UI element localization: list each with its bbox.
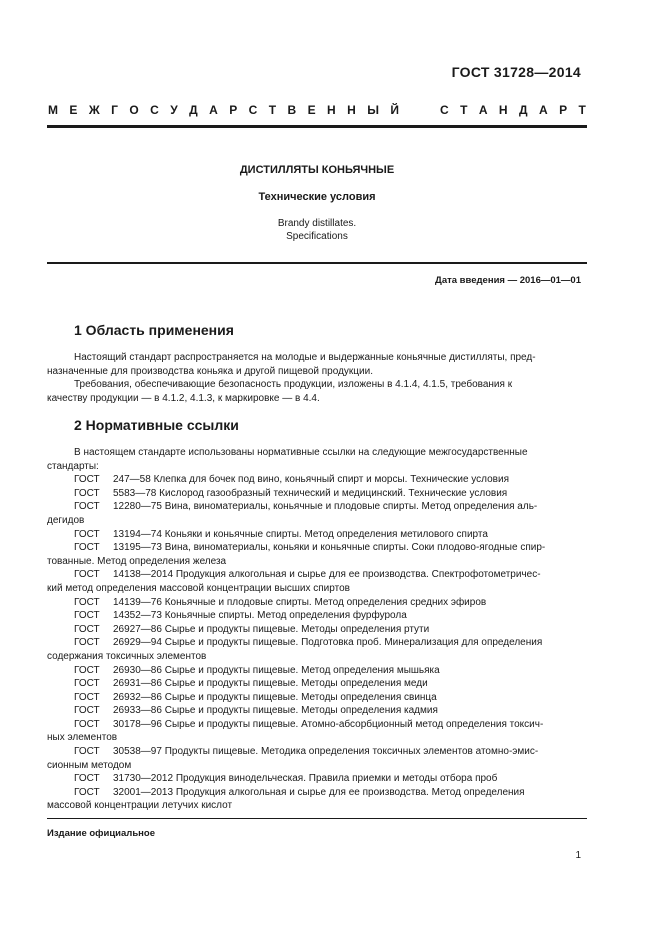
reference-title <box>113 636 587 650</box>
reference-item <box>47 718 587 732</box>
reference-prefix: ГОСТ <box>74 487 100 499</box>
page-number: 1 <box>575 850 581 861</box>
reference-label <box>47 718 113 732</box>
reference-text: Продукция алкогольная и сырье для ее производства. Метод определения <box>175 786 525 798</box>
banner-letter: Ы <box>367 103 379 117</box>
reference-item <box>47 786 587 800</box>
reference-title <box>113 568 587 582</box>
reference-item <box>47 691 587 705</box>
banner-letter: А <box>478 103 488 117</box>
section-1-heading: 1 Область применения <box>74 322 234 338</box>
reference-text: Вина, виноматериалы, коньяки и коньячные спирты. Соки плодово-ягодные спир- <box>164 542 546 554</box>
reference-title <box>113 677 587 691</box>
reference-continuation: дегидов <box>47 514 85 526</box>
section-1-para-1-line-2: назначенные для производства коньяка и другой пищевой продукции. <box>47 365 373 377</box>
reference-code: 26929—94 <box>113 637 162 649</box>
reference-continuation: ных элементов <box>47 732 118 744</box>
reference-item <box>47 528 587 542</box>
reference-prefix: ГОСТ <box>74 718 100 730</box>
reference-text: Коньячные и плодовые спирты. Метод определения средних эфиров <box>164 596 487 608</box>
reference-item <box>47 772 587 786</box>
banner-letter: С <box>150 103 159 117</box>
reference-text: Сырье и продукты пищевые. Подготовка проб. Минерализация для определения <box>164 637 543 649</box>
reference-prefix: ГОСТ <box>74 474 100 486</box>
reference-text: Коньяки и коньячные спирты. Метод определения метилового спирта <box>164 528 488 540</box>
section-1-para-2-line-1: Требования, обеспечивающие безопасность продукции, изложены в 4.1.4, 4.1.5, требования к <box>74 379 513 391</box>
reference-label <box>47 596 113 610</box>
reference-code: 12280—75 <box>113 501 162 513</box>
reference-title <box>113 596 587 610</box>
reference-title <box>113 691 587 705</box>
reference-title <box>113 704 587 718</box>
reference-code: 5583—78 <box>113 487 157 499</box>
banner-letter: В <box>287 103 297 117</box>
english-title-line-1: Brandy distillates. <box>277 218 357 229</box>
reference-code: 26930—86 <box>113 664 162 676</box>
reference-item <box>47 473 587 487</box>
reference-item <box>47 541 587 555</box>
footer-rule <box>47 818 587 819</box>
standard-code: ГОСТ 31728—2014 <box>451 64 581 80</box>
section-2-intro-line-2: стандарты: <box>47 460 99 472</box>
reference-label <box>47 786 113 800</box>
section-2-intro-line-1: В настоящем стандарте использованы нормативные ссылки на следующие межгосударственные <box>74 447 528 458</box>
reference-code: 14138—2014 <box>113 569 174 581</box>
reference-text: Клепка для бочек под вино, коньячный спирт и морсы. Технические условия <box>153 474 509 486</box>
reference-text: Коньячные спирты. Метод определения фурфурола <box>164 610 407 622</box>
reference-code: 30178—96 <box>113 718 162 730</box>
reference-label <box>47 500 113 514</box>
reference-code: 32001—2013 <box>113 786 174 798</box>
interstate-standard-banner <box>48 102 586 118</box>
edition-label: Издание официальное <box>47 828 155 839</box>
reference-title <box>113 786 587 800</box>
banner-letter: О <box>129 103 139 117</box>
reference-prefix: ГОСТ <box>74 542 100 554</box>
reference-text: Сырье и продукты пищевые. Методы определения кадмия <box>164 705 438 717</box>
reference-prefix: ГОСТ <box>74 637 100 649</box>
document-subtitle: Технические условия <box>258 191 376 203</box>
reference-prefix: ГОСТ <box>74 746 100 758</box>
reference-code: 13195—73 <box>113 542 162 554</box>
reference-prefix: ГОСТ <box>74 786 100 798</box>
reference-prefix: ГОСТ <box>74 773 100 785</box>
reference-text: Сырье и продукты пищевые. Методы определения меди <box>164 678 428 690</box>
banner-letter: С <box>248 103 258 117</box>
reference-title <box>113 745 587 759</box>
banner-letter: С <box>439 103 449 117</box>
section-2-heading: 2 Нормативные ссылки <box>74 417 239 433</box>
banner-letter: Е <box>307 103 316 117</box>
reference-prefix: ГОСТ <box>74 664 100 676</box>
reference-label <box>47 691 113 705</box>
reference-code: 30538—97 <box>113 746 162 758</box>
reference-title <box>113 609 587 623</box>
banner-letter: У <box>170 103 178 117</box>
document-title: ДИСТИЛЛЯТЫ КОНЬЯЧНЫЕ <box>239 164 395 176</box>
reference-title <box>113 718 587 732</box>
reference-text: Кислород газообразный технический и медицинский. Технические условия <box>159 487 508 499</box>
banner-letter: Е <box>69 103 78 117</box>
reference-text: Продукты пищевые. Методика определения токсичных элементов атомно-эмис- <box>164 746 539 758</box>
title-rule <box>47 262 587 264</box>
reference-item <box>47 636 587 650</box>
reference-prefix: ГОСТ <box>74 705 100 717</box>
reference-item <box>47 487 587 501</box>
reference-item <box>47 677 587 691</box>
reference-text: Продукция винодельческая. Правила приемки и методы отбора проб <box>175 773 498 785</box>
banner-letter: Д <box>189 103 198 117</box>
reference-title <box>113 664 587 678</box>
reference-item <box>47 609 587 623</box>
banner-letter: Й <box>390 103 400 117</box>
reference-code: 26931—86 <box>113 678 162 690</box>
reference-text: Продукция алкогольная и сырье для ее производства. Спектрофотометричес- <box>175 569 541 581</box>
reference-item <box>47 664 587 678</box>
reference-text: Сырье и продукты пищевые. Методы определения свинца <box>164 691 437 703</box>
reference-label <box>47 664 113 678</box>
banner-letter: Т <box>268 103 277 117</box>
reference-item <box>47 568 587 582</box>
banner-letter: Т <box>578 103 586 117</box>
reference-title <box>113 528 587 542</box>
reference-item <box>47 623 587 637</box>
english-title <box>47 217 587 243</box>
banner-letter: Н <box>347 103 356 117</box>
reference-prefix: ГОСТ <box>74 610 100 622</box>
reference-label <box>47 772 113 786</box>
reference-prefix: ГОСТ <box>74 501 100 513</box>
reference-label <box>47 473 113 487</box>
banner-letter: Р <box>229 103 238 117</box>
banner-letter: Н <box>498 103 508 117</box>
reference-title <box>113 772 587 786</box>
reference-label <box>47 745 113 759</box>
banner-letter: М <box>48 103 58 117</box>
section-1-para-1-line-1: Настоящий стандарт распространяется на молодые и выдержанные коньячные дистилляты, пред- <box>74 352 536 363</box>
reference-prefix: ГОСТ <box>74 678 100 690</box>
reference-title <box>113 473 587 487</box>
reference-code: 26933—86 <box>113 705 162 717</box>
banner-letter: Ж <box>88 103 100 117</box>
section-1-para-2-line-2: качеству продукции — в 4.1.2, 4.1.3, к маркировке — в 4.4. <box>47 392 320 404</box>
section-1-body <box>47 351 587 405</box>
reference-title <box>113 623 587 637</box>
reference-code: 26927—86 <box>113 623 162 635</box>
reference-text: Вина, виноматериалы, коньячные и плодовые спирты. Метод определения аль- <box>164 501 538 513</box>
banner-letter: Д <box>519 103 528 117</box>
reference-prefix: ГОСТ <box>74 569 100 581</box>
banner-letter: Г <box>111 103 118 117</box>
reference-item <box>47 745 587 759</box>
reference-code: 14352—73 <box>113 610 162 622</box>
reference-label <box>47 623 113 637</box>
section-2-body <box>47 446 587 813</box>
reference-code: 14139—76 <box>113 596 162 608</box>
reference-continuation: массовой концентрации летучих кислот <box>47 800 233 812</box>
banner-letter: Т <box>460 103 468 117</box>
reference-item <box>47 704 587 718</box>
banner-letter: Р <box>559 103 568 117</box>
reference-continuation: содержания токсичных элементов <box>47 650 207 662</box>
reference-code: 26932—86 <box>113 691 162 703</box>
reference-title <box>113 500 587 514</box>
reference-item <box>47 596 587 610</box>
reference-label <box>47 541 113 555</box>
reference-continuation: кий метод определения массовой концентрации высших спиртов <box>47 582 350 594</box>
banner-letter: Н <box>327 103 336 117</box>
top-rule <box>47 125 587 128</box>
reference-label <box>47 568 113 582</box>
reference-text: Сырье и продукты пищевые. Методы определения ртути <box>164 623 430 635</box>
reference-label <box>47 704 113 718</box>
reference-label <box>47 609 113 623</box>
reference-prefix: ГОСТ <box>74 528 100 540</box>
banner-letter: А <box>209 103 218 117</box>
reference-label <box>47 636 113 650</box>
reference-prefix: ГОСТ <box>74 623 100 635</box>
reference-prefix: ГОСТ <box>74 596 100 608</box>
reference-item <box>47 500 587 514</box>
reference-title <box>113 487 587 501</box>
banner-letter <box>410 102 413 118</box>
reference-code: 31730—2012 <box>113 773 174 785</box>
reference-title <box>113 541 587 555</box>
reference-text: Сырье и продукты пищевые. Атомно-абсорбционный метод определения токсич- <box>164 718 544 730</box>
reference-code: 13194—74 <box>113 528 162 540</box>
banner-letter <box>425 102 428 118</box>
english-title-line-2: Specifications <box>286 231 348 242</box>
introduction-date: Дата введения — 2016—01—01 <box>435 275 581 286</box>
reference-label <box>47 528 113 542</box>
banner-letter: А <box>539 103 548 117</box>
reference-continuation: тованные. Метод определения железа <box>47 555 227 567</box>
reference-continuation: сионным методом <box>47 759 132 771</box>
reference-label <box>47 677 113 691</box>
reference-label <box>47 487 113 501</box>
reference-text: Сырье и продукты пищевые. Метод определения мышьяка <box>164 664 440 676</box>
reference-code: 247—58 <box>113 474 151 486</box>
reference-prefix: ГОСТ <box>74 691 100 703</box>
